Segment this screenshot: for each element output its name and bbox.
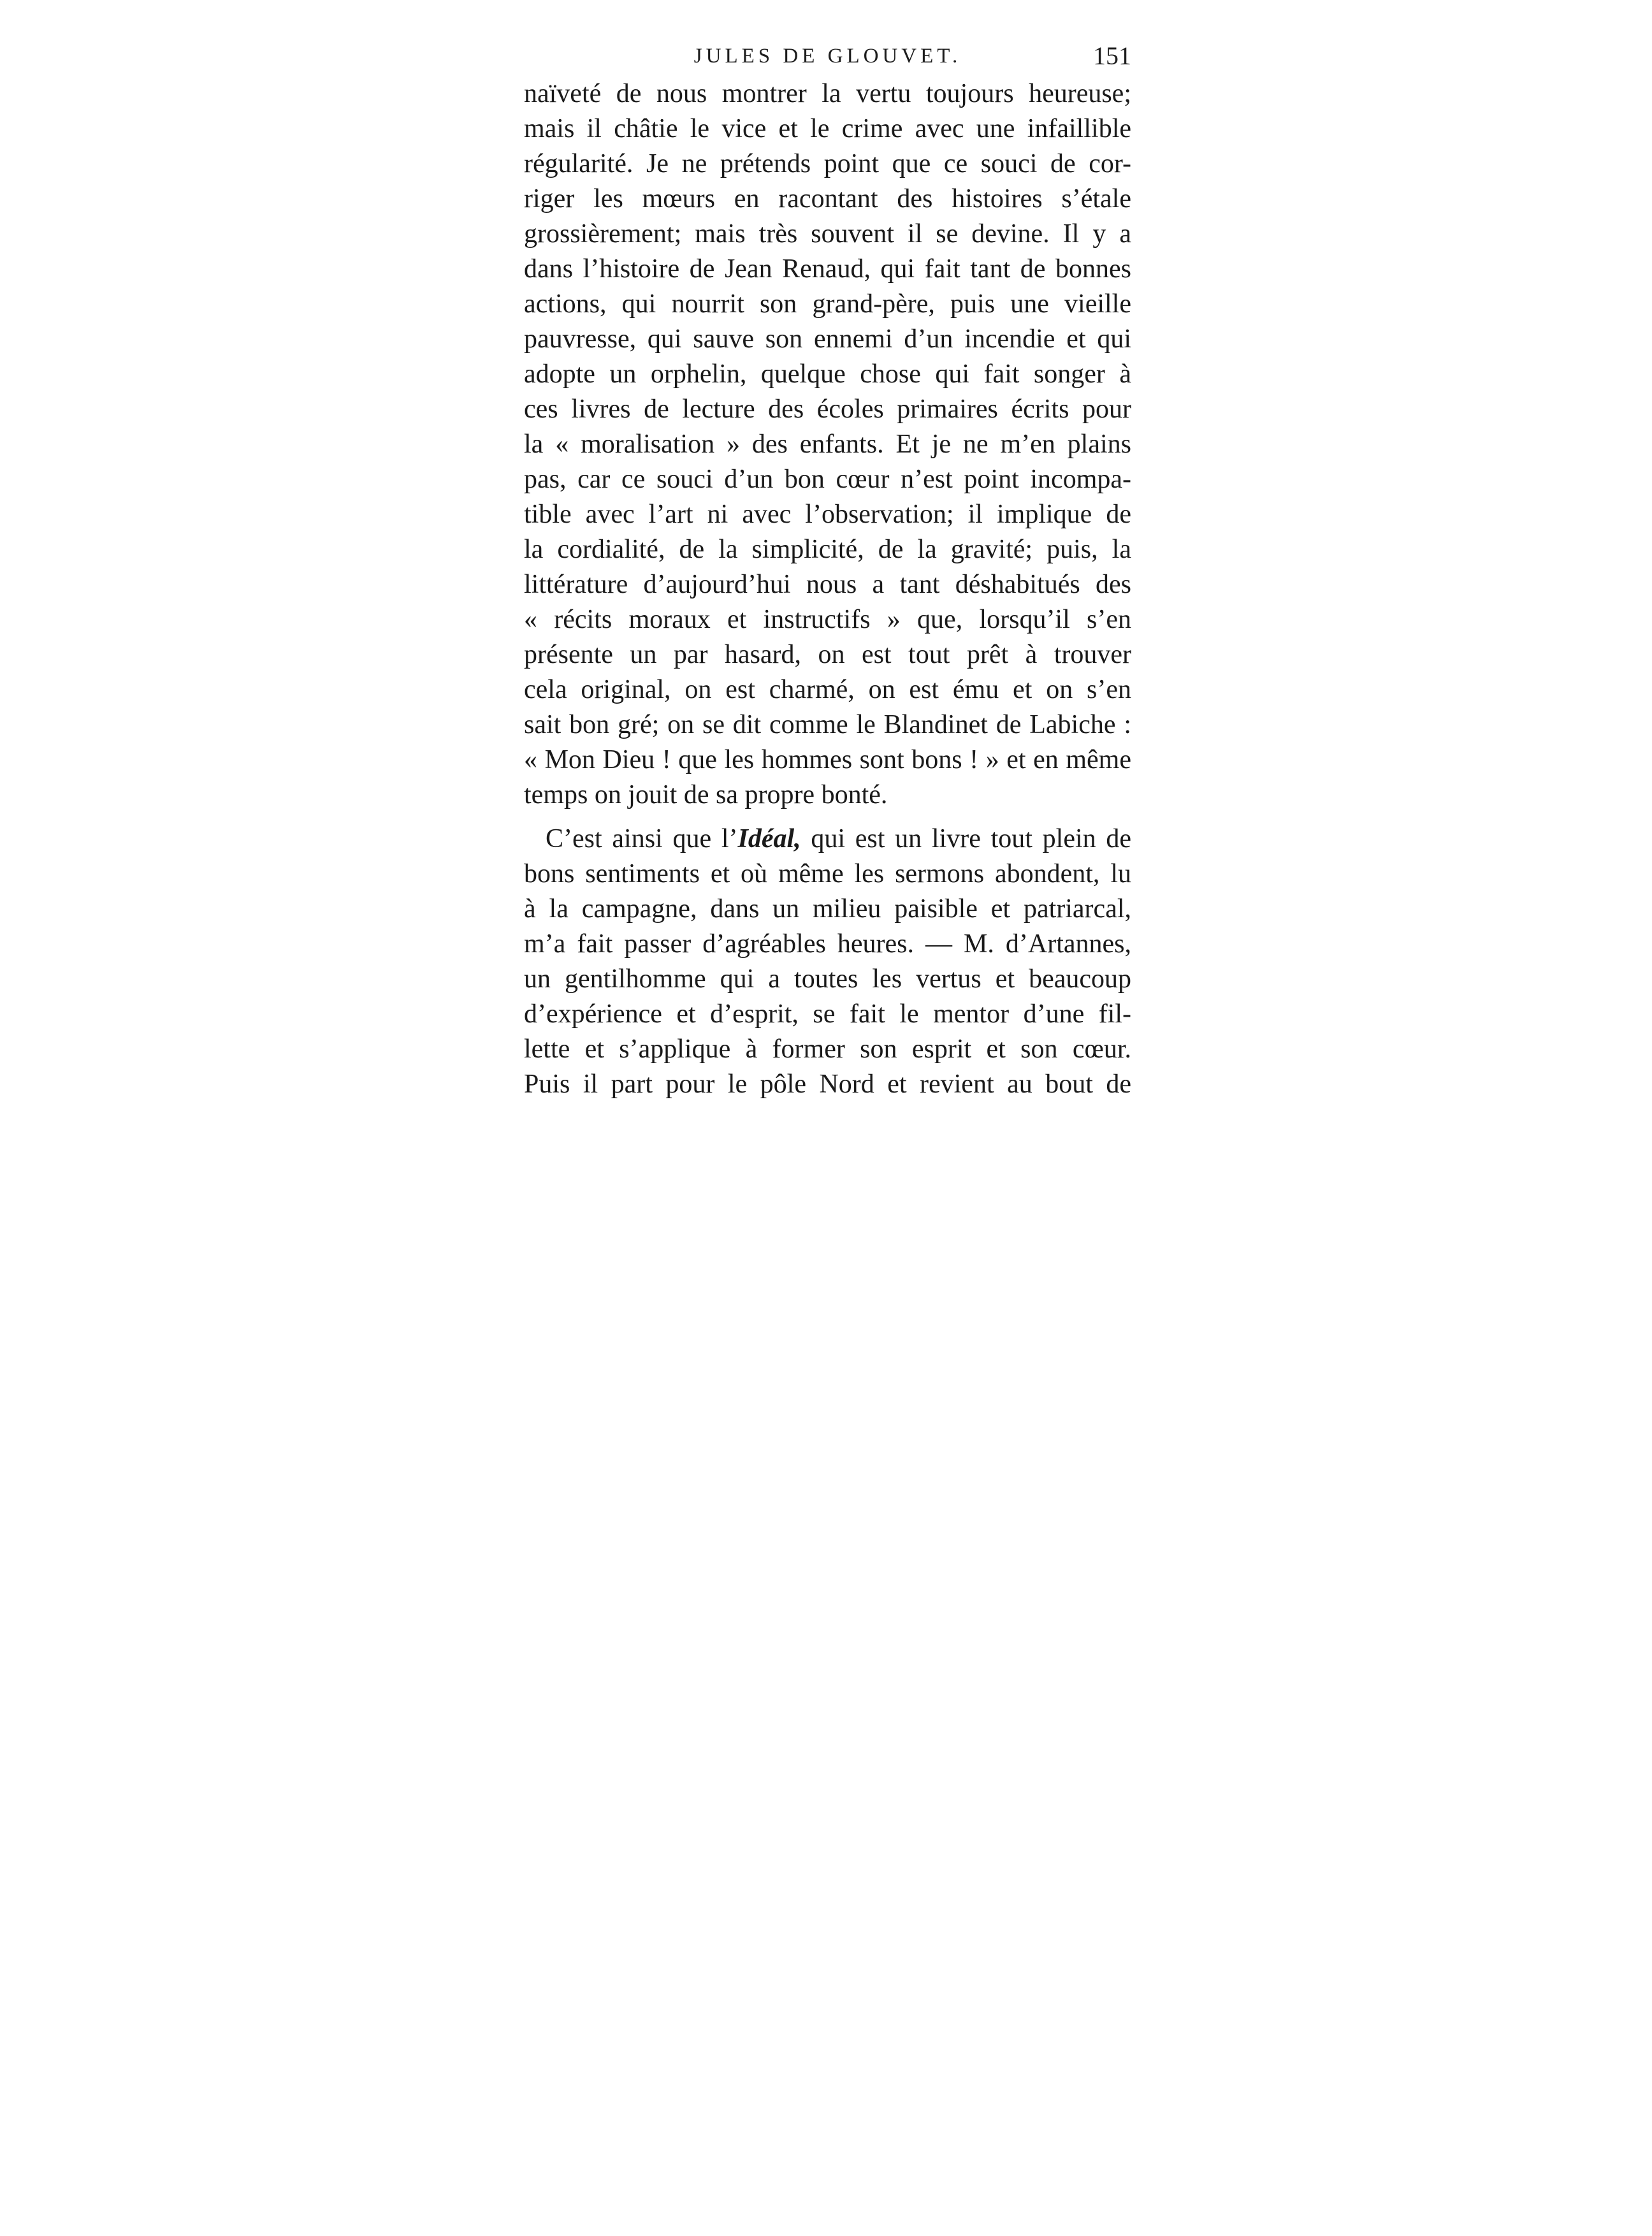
text-line: mais il châtie le vice et le crime avec une infaillible bbox=[524, 114, 1131, 143]
body-text bbox=[524, 76, 1131, 1102]
text-line: un gentilhomme qui a toutes les vertus et beaucoup bbox=[524, 964, 1131, 994]
text-line: cela original, on est charmé, on est ému et on s’en bbox=[524, 675, 1131, 704]
text-line: présente un par hasard, on est tout prêt à trouver bbox=[524, 640, 1131, 669]
text-line: adopte un orphelin, quelque chose qui fait songer à bbox=[524, 359, 1131, 389]
paragraph-gap bbox=[524, 813, 1131, 822]
text-line: temps on jouit de sa propre bonté. bbox=[524, 780, 888, 809]
text-line: « récits moraux et instructifs » que, lorsqu’il s’en bbox=[524, 605, 1131, 634]
page-number: 151 bbox=[1093, 41, 1131, 70]
book-title: Idéal, bbox=[737, 824, 801, 853]
text-line: la cordialité, de la simplicité, de la gravité; puis, la bbox=[524, 535, 1131, 564]
line-start: C’est ainsi que l’ bbox=[546, 824, 738, 853]
text-line: naïveté de nous montrer la vertu toujours heureuse; bbox=[524, 79, 1131, 108]
line-end: qui est un livre tout plein de bbox=[801, 824, 1131, 853]
text-line: « Mon Dieu ! que les hommes sont bons ! » et en même bbox=[524, 745, 1131, 774]
text-line: sait bon gré; on se dit comme le Blandinet de Labiche : bbox=[524, 710, 1131, 739]
text-line: d’expérience et d’esprit, se fait le mentor d’une fil- bbox=[524, 999, 1131, 1029]
running-title: JULES DE GLOUVET. bbox=[693, 45, 962, 68]
text-line: Puis il part pour le pôle Nord et revient au bout de bbox=[524, 1070, 1131, 1099]
text-line: à la campagne, dans un milieu paisible et patriarcal, bbox=[524, 894, 1131, 924]
text-line: m’a fait passer d’agréables heures. — M. d’Artannes, bbox=[524, 929, 1131, 959]
text-line: actions, qui nourrit son grand-père, puis une vieille bbox=[524, 289, 1131, 319]
paragraph-1 bbox=[524, 76, 1131, 813]
paragraph-2 bbox=[524, 822, 1131, 1102]
text-line: ces livres de lecture des écoles primaires écrits pour bbox=[524, 395, 1131, 424]
text-line: dans l’histoire de Jean Renaud, qui fait tant de bonnes bbox=[524, 254, 1131, 284]
text-line: bons sentiments et où même les sermons abondent, lu bbox=[524, 859, 1131, 889]
text-line: riger les mœurs en racontant des histoires s’étale bbox=[524, 184, 1131, 214]
text-line bbox=[524, 822, 1131, 857]
text-line: littérature d’aujourd’hui nous a tant déshabitués des bbox=[524, 570, 1131, 599]
text-line: grossièrement; mais très souvent il se devine. Il y a bbox=[524, 219, 1131, 249]
text-line: pas, car ce souci d’un bon cœur n’est point incompa- bbox=[524, 465, 1131, 494]
text-line: tible avec l’art ni avec l’observation; il implique de bbox=[524, 500, 1131, 529]
text-line: pauvresse, qui sauve son ennemi d’un incendie et qui bbox=[524, 324, 1131, 354]
running-head bbox=[524, 37, 1131, 75]
text-line: lette et s’applique à former son esprit et son cœur. bbox=[524, 1035, 1131, 1064]
text-line: la « moralisation » des enfants. Et je ne m’en plains bbox=[524, 430, 1131, 459]
text-line: régularité. Je ne prétends point que ce souci de cor- bbox=[524, 149, 1131, 178]
